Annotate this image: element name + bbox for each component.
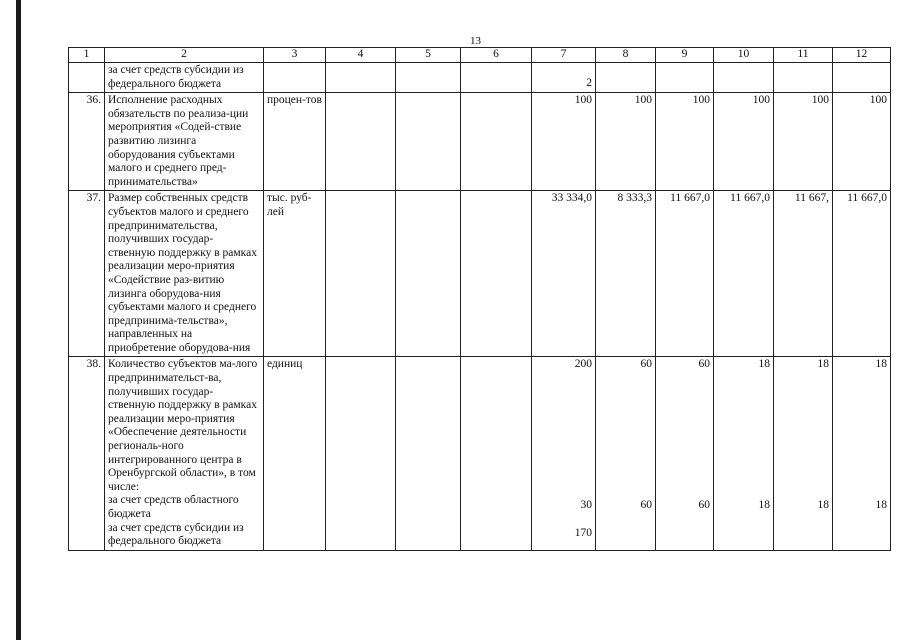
value-cell: 100: [532, 93, 596, 191]
row-number: [69, 63, 105, 93]
value-cell: 18 18: [833, 357, 891, 550]
value-cell: 100: [714, 93, 774, 191]
col-header-6: 6: [461, 48, 532, 63]
value-cell: 100: [833, 93, 891, 191]
unit-cell: процен-тов: [264, 93, 326, 191]
table-row: [69, 93, 891, 191]
value-cell: 60 60: [596, 357, 656, 550]
table-row: [69, 63, 891, 93]
row-number: 37.: [69, 191, 105, 357]
scan-edge-bar: [16, 0, 21, 640]
indicator-description: Количество субъектов ма-лого предпринимательст-ва, получивших государ-ственную поддержку в рамках реализации меро-приятия «Обеспечение деятельности региональ-ного интегрированного центра в Оренбургской области», в том числе: за счет средств областного бюджета за счет средств субсидии из федерального бюджета: [105, 357, 264, 550]
row-number: 38.: [69, 357, 105, 550]
col-header-9: 9: [656, 48, 714, 63]
value-cell: 100: [656, 93, 714, 191]
indicator-description: за счет средств субсидии из федерального бюджета: [105, 63, 264, 93]
col-header-1: 1: [69, 48, 105, 63]
value-cell: 11 667,: [774, 191, 833, 357]
value-cell: 2: [532, 63, 596, 93]
col-header-5: 5: [396, 48, 461, 63]
col-header-3: 3: [264, 48, 326, 63]
unit-cell: [264, 63, 326, 93]
value-cell: 200 30 170: [532, 357, 596, 550]
col-header-8: 8: [596, 48, 656, 63]
value-cell: 8 333,3: [596, 191, 656, 357]
sub-item-federal-subsidy: за счет средств субсидии из федерального бюджета: [108, 521, 244, 548]
value-cell: 100: [774, 93, 833, 191]
indicator-description: Размер собственных средств субъектов малого и среднего предпринимательства, получивших государ-ственную поддержку в рамках реализации меро-приятия «Содействие раз-витию лизинга оборудова-ния субъектами малого и среднего предпринима-тельства», направленных на приобретение оборудова-ния: [105, 191, 264, 357]
col-header-7: 7: [532, 48, 596, 63]
unit-cell: тыс. руб-лей: [264, 191, 326, 357]
value-cell: 33 334,0: [532, 191, 596, 357]
unit-cell: единиц: [264, 357, 326, 550]
value-cell: 18 18: [714, 357, 774, 550]
page-number: 13: [470, 35, 481, 47]
value-cell: 11 667,0: [656, 191, 714, 357]
indicator-description: Исполнение расходных обязательств по реализа-ции мероприятия «Содей-ствие развитию лизинга оборудования субъектами малого и среднего пред-принимательства»: [105, 93, 264, 191]
col-header-12: 12: [833, 48, 891, 63]
col-header-10: 10: [714, 48, 774, 63]
table-row: [69, 357, 891, 550]
table-row: [69, 191, 891, 357]
col-header-11: 11: [774, 48, 833, 63]
value-cell: 100: [596, 93, 656, 191]
indicators-table: [68, 47, 891, 551]
row-number: 36.: [69, 93, 105, 191]
sub-item-regional-budget: за счет средств областного бюджета: [108, 494, 239, 520]
value-cell: 60 60: [656, 357, 714, 550]
value-cell: 18 18: [774, 357, 833, 550]
value-cell: 11 667,0: [833, 191, 891, 357]
column-number-row: [69, 48, 891, 63]
col-header-4: 4: [326, 48, 396, 63]
col-header-2: 2: [105, 48, 264, 63]
value-cell: 11 667,0: [714, 191, 774, 357]
